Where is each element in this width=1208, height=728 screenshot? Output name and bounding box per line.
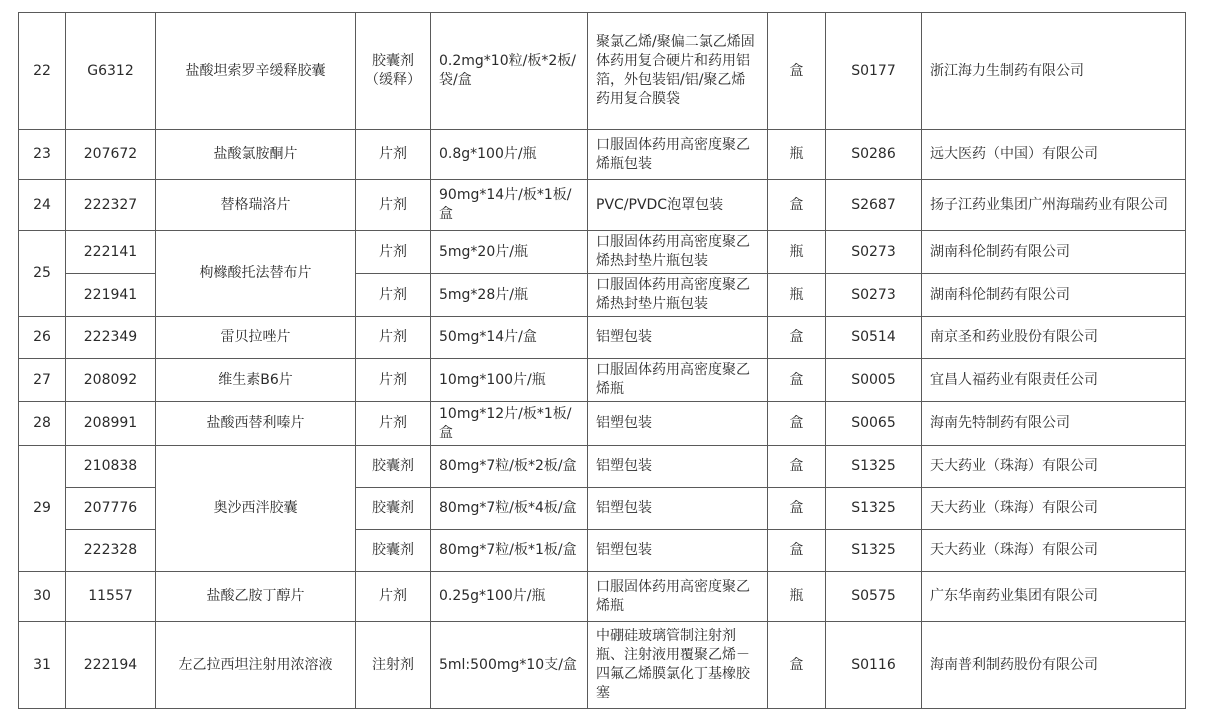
specification: 90mg*14片/板*1板/盒 [431, 180, 588, 231]
package-unit: 瓶 [768, 274, 826, 317]
dosage-form: 片剂 [356, 274, 431, 317]
registration-id: S1325 [826, 530, 922, 572]
dosage-form: 片剂 [356, 231, 431, 274]
specification: 10mg*12片/板*1板/盒 [431, 402, 588, 446]
product-code: G6312 [66, 13, 156, 130]
drug-name: 盐酸氯胺酮片 [156, 130, 356, 180]
specification: 5ml:500mg*10支/盒 [431, 622, 588, 709]
specification: 80mg*7粒/板*4板/盒 [431, 488, 588, 530]
packaging-material: 口服固体药用高密度聚乙烯瓶 [588, 359, 768, 402]
serial-number: 22 [19, 13, 66, 130]
dosage-form: 片剂 [356, 317, 431, 359]
manufacturer: 宜昌人福药业有限责任公司 [922, 359, 1186, 402]
product-code: 222327 [66, 180, 156, 231]
package-unit: 盒 [768, 446, 826, 488]
manufacturer: 浙江海力生制药有限公司 [922, 13, 1186, 130]
dosage-form: 胶囊剂（缓释） [356, 13, 431, 130]
drug-name: 左乙拉西坦注射用浓溶液 [156, 622, 356, 709]
packaging-material: 中硼硅玻璃管制注射剂瓶、注射液用覆聚乙烯－四氟乙烯膜氯化丁基橡胶塞 [588, 622, 768, 709]
packaging-material: 铝塑包装 [588, 488, 768, 530]
drug-name: 盐酸西替利嗪片 [156, 402, 356, 446]
serial-number: 30 [19, 572, 66, 622]
drug-name: 奥沙西泮胶囊 [156, 446, 356, 572]
table-row [19, 622, 1186, 709]
registration-id: S0177 [826, 13, 922, 130]
dosage-form: 片剂 [356, 180, 431, 231]
registration-id: S0273 [826, 274, 922, 317]
manufacturer: 扬子江药业集团广州海瑞药业有限公司 [922, 180, 1186, 231]
serial-number: 29 [19, 446, 66, 572]
product-code: 221941 [66, 274, 156, 317]
product-code: 222141 [66, 231, 156, 274]
specification: 10mg*100片/瓶 [431, 359, 588, 402]
table-row [19, 572, 1186, 622]
packaging-material: 口服固体药用高密度聚乙烯热封垫片瓶包装 [588, 274, 768, 317]
manufacturer: 远大医药（中国）有限公司 [922, 130, 1186, 180]
product-code: 11557 [66, 572, 156, 622]
table-row [19, 402, 1186, 446]
specification: 50mg*14片/盒 [431, 317, 588, 359]
package-unit: 瓶 [768, 130, 826, 180]
packaging-material: 铝塑包装 [588, 402, 768, 446]
packaging-material: 口服固体药用高密度聚乙烯瓶 [588, 572, 768, 622]
table-row [19, 446, 1186, 488]
product-code: 210838 [66, 446, 156, 488]
product-code: 222349 [66, 317, 156, 359]
dosage-form: 片剂 [356, 572, 431, 622]
dosage-form: 片剂 [356, 130, 431, 180]
packaging-material: 聚氯乙烯/聚偏二氯乙烯固体药用复合硬片和药用铝箔，外包装铝/铝/聚乙烯药用复合膜袋 [588, 13, 768, 130]
serial-number: 25 [19, 231, 66, 317]
product-code: 222328 [66, 530, 156, 572]
package-unit: 盒 [768, 359, 826, 402]
serial-number: 24 [19, 180, 66, 231]
specification: 0.2mg*10粒/板*2板/袋/盒 [431, 13, 588, 130]
package-unit: 盒 [768, 622, 826, 709]
package-unit: 瓶 [768, 231, 826, 274]
serial-number: 28 [19, 402, 66, 446]
manufacturer: 天大药业（珠海）有限公司 [922, 446, 1186, 488]
packaging-material: 口服固体药用高密度聚乙烯瓶包装 [588, 130, 768, 180]
packaging-material: PVC/PVDC泡罩包装 [588, 180, 768, 231]
table-row [19, 317, 1186, 359]
registration-id: S1325 [826, 488, 922, 530]
table-row [19, 13, 1186, 130]
drug-name: 雷贝拉唑片 [156, 317, 356, 359]
package-unit: 盒 [768, 13, 826, 130]
registration-id: S1325 [826, 446, 922, 488]
manufacturer: 海南先特制药有限公司 [922, 402, 1186, 446]
serial-number: 27 [19, 359, 66, 402]
packaging-material: 铝塑包装 [588, 530, 768, 572]
registration-id: S0065 [826, 402, 922, 446]
manufacturer: 湖南科伦制药有限公司 [922, 274, 1186, 317]
product-code: 208092 [66, 359, 156, 402]
table-row [19, 180, 1186, 231]
registration-id: S0005 [826, 359, 922, 402]
table-row [19, 130, 1186, 180]
serial-number: 26 [19, 317, 66, 359]
specification: 80mg*7粒/板*2板/盒 [431, 446, 588, 488]
registration-id: S2687 [826, 180, 922, 231]
specification: 80mg*7粒/板*1板/盒 [431, 530, 588, 572]
package-unit: 盒 [768, 402, 826, 446]
specification: 0.8g*100片/瓶 [431, 130, 588, 180]
registration-id: S0116 [826, 622, 922, 709]
drug-name: 盐酸坦索罗辛缓释胶囊 [156, 13, 356, 130]
product-code: 207672 [66, 130, 156, 180]
table-row [19, 359, 1186, 402]
specification: 0.25g*100片/瓶 [431, 572, 588, 622]
manufacturer: 南京圣和药业股份有限公司 [922, 317, 1186, 359]
drug-name: 替格瑞洛片 [156, 180, 356, 231]
packaging-material: 铝塑包装 [588, 317, 768, 359]
product-code: 208991 [66, 402, 156, 446]
package-unit: 盒 [768, 488, 826, 530]
manufacturer: 天大药业（珠海）有限公司 [922, 488, 1186, 530]
package-unit: 盒 [768, 530, 826, 572]
manufacturer: 广东华南药业集团有限公司 [922, 572, 1186, 622]
manufacturer: 海南普利制药股份有限公司 [922, 622, 1186, 709]
specification: 5mg*28片/瓶 [431, 274, 588, 317]
dosage-form: 胶囊剂 [356, 446, 431, 488]
package-unit: 瓶 [768, 572, 826, 622]
package-unit: 盒 [768, 180, 826, 231]
registration-id: S0514 [826, 317, 922, 359]
packaging-material: 铝塑包装 [588, 446, 768, 488]
registration-id: S0273 [826, 231, 922, 274]
product-code: 222194 [66, 622, 156, 709]
registration-id: S0575 [826, 572, 922, 622]
specification: 5mg*20片/瓶 [431, 231, 588, 274]
manufacturer: 湖南科伦制药有限公司 [922, 231, 1186, 274]
drug-name: 维生素B6片 [156, 359, 356, 402]
table-row [19, 231, 1186, 274]
drug-name: 盐酸乙胺丁醇片 [156, 572, 356, 622]
manufacturer: 天大药业（珠海）有限公司 [922, 530, 1186, 572]
drug-list-table [18, 12, 1185, 708]
dosage-form: 片剂 [356, 402, 431, 446]
serial-number: 31 [19, 622, 66, 709]
serial-number: 23 [19, 130, 66, 180]
product-code: 207776 [66, 488, 156, 530]
dosage-form: 注射剂 [356, 622, 431, 709]
drug-name: 枸橼酸托法替布片 [156, 231, 356, 317]
dosage-form: 胶囊剂 [356, 530, 431, 572]
package-unit: 盒 [768, 317, 826, 359]
dosage-form: 片剂 [356, 359, 431, 402]
packaging-material: 口服固体药用高密度聚乙烯热封垫片瓶包装 [588, 231, 768, 274]
registration-id: S0286 [826, 130, 922, 180]
dosage-form: 胶囊剂 [356, 488, 431, 530]
